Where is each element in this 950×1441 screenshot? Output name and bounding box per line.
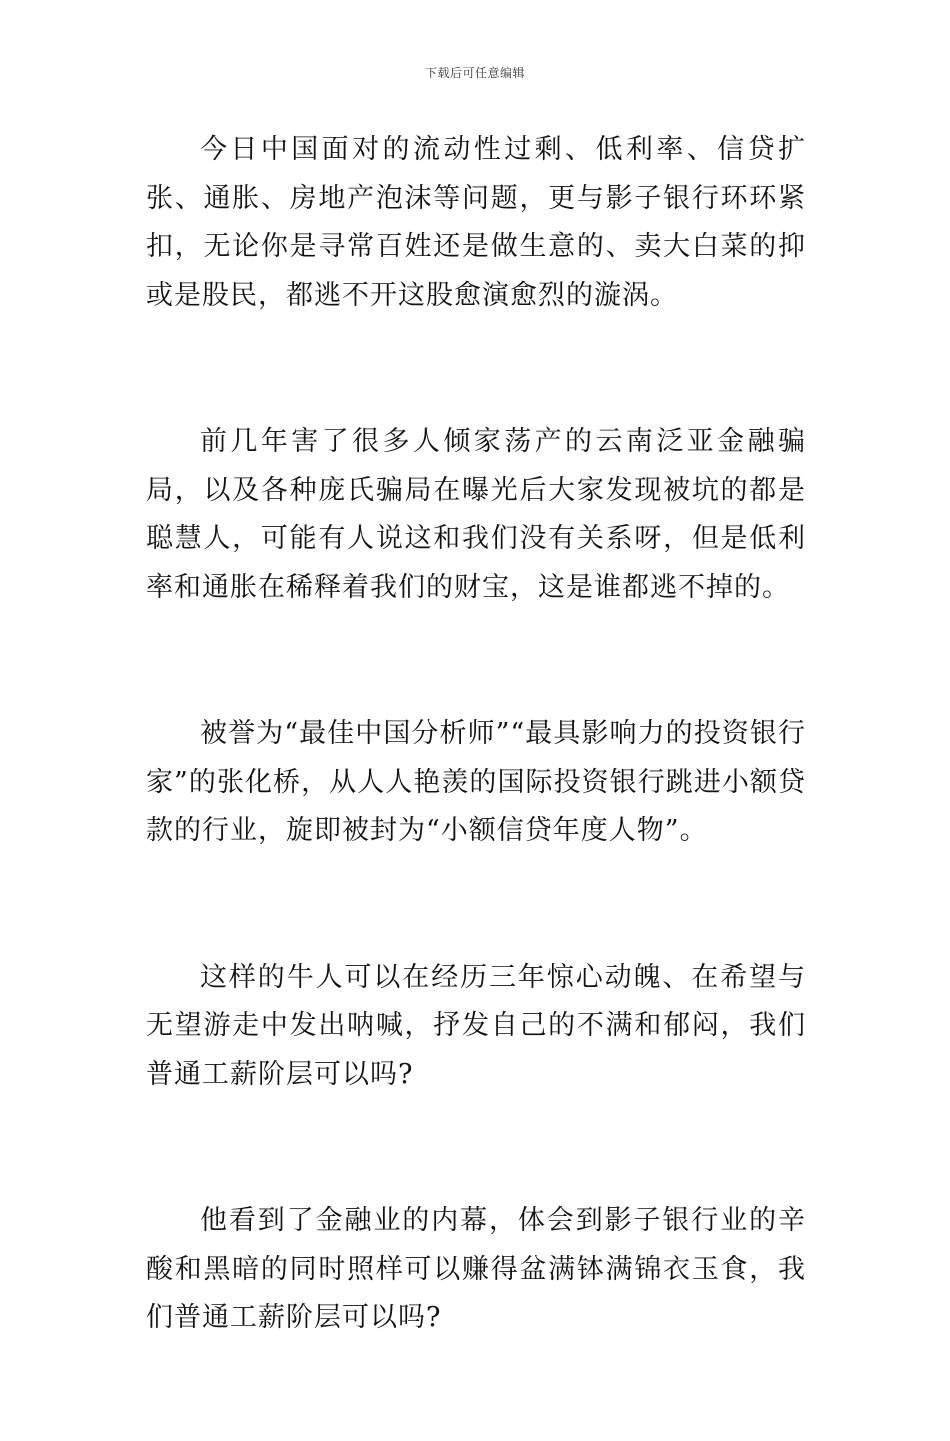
- page-header-note: 下载后可任意编辑: [424, 66, 525, 80]
- paragraph-4: 这样的牛人可以在经历三年惊心动魄、在希望与无望游走中发出呐喊，抒发自己的不满和郁闷，我们普通工薪阶层可以吗?: [146, 961, 806, 1090]
- paragraph-1: 今日中国面对的流动性过剩、低利率、信贷扩张、通胀、房地产泡沫等问题，更与影子银行环环紧扣，无论你是寻常百姓还是做生意的、卖大白菜的抑或是股民，都逃不开这股愈演愈烈的漩涡。: [146, 134, 806, 311]
- paragraph-3: 被誉为“最佳中国分析师”“最具影响力的投资银行家”的张化桥，从人人艳羡的国际投资银行跳进小额贷款的行业，旋即被封为“小额信贷年度人物”。: [146, 718, 806, 846]
- paragraph-5: 他看到了金融业的内幕，体会到影子银行业的辛酸和黑暗的同时照样可以赚得盆满钵满锦衣玉食，我们普通工薪阶层可以吗?: [146, 1205, 806, 1333]
- document-body: [146, 126, 806, 1441]
- paragraph-2: 前几年害了很多人倾家荡产的云南泛亚金融骗局，以及各种庞氏骗局在曝光后大家发现被坑的都是聪慧人，可能有人说这和我们没有关系呀，但是低利率和通胀在稀释着我们的财宝，这是谁都逃不掉的。: [146, 426, 806, 603]
